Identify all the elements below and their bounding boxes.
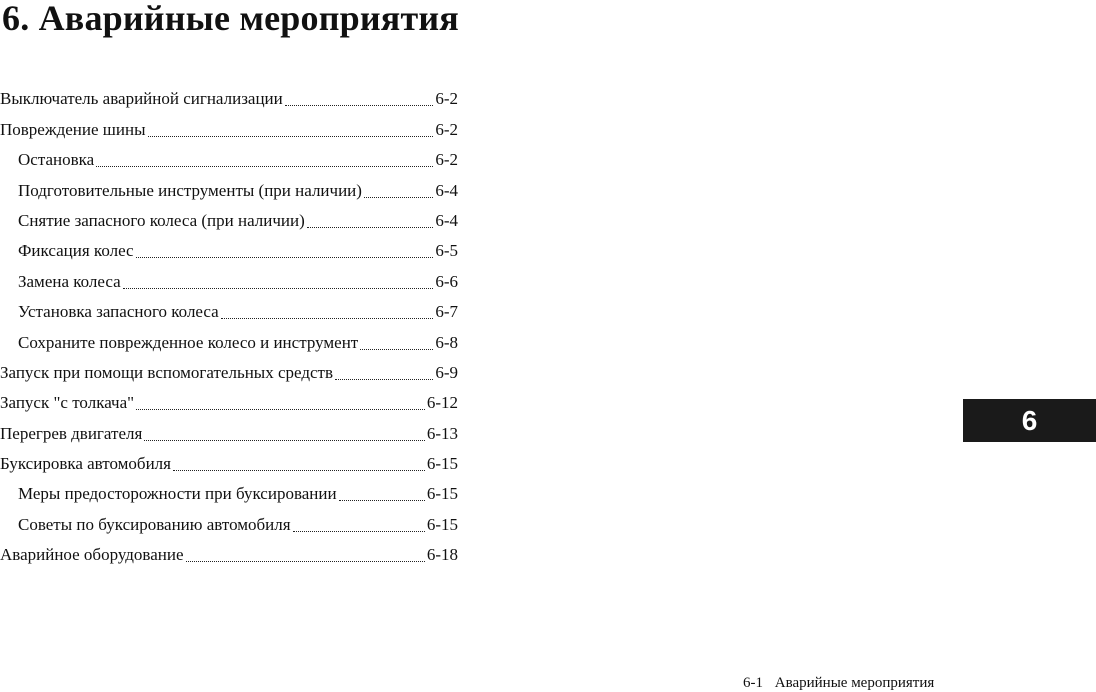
- toc-entry-title: Перегрев двигателя: [0, 423, 143, 443]
- toc-entry-title: Запуск при помощи вспомогательных средств: [0, 362, 333, 382]
- footer-section-title: Аварийные мероприятия: [774, 675, 935, 691]
- dot-leader: [123, 288, 434, 289]
- toc-entry[interactable]: [0, 79, 458, 109]
- toc-entry-title: Буксировка автомобиля: [0, 454, 171, 474]
- toc-entry-page: 6-4: [435, 180, 458, 200]
- dot-leader: [136, 409, 425, 410]
- chapter-tab-number: 6: [1021, 404, 1038, 436]
- dot-leader: [339, 500, 425, 501]
- toc-entry-page: 6-7: [435, 302, 458, 322]
- dot-leader: [221, 318, 434, 319]
- toc-entry-title: Запуск "с толкача": [0, 393, 135, 413]
- toc-entry-title: Установка запасного колеса: [18, 302, 219, 322]
- dot-leader: [335, 379, 433, 380]
- toc-entry-title: Сохраните поврежденное колесо и инструмент: [18, 332, 359, 352]
- table-of-contents: [0, 79, 458, 565]
- toc-subentry[interactable]: [0, 322, 458, 352]
- toc-entry[interactable]: [0, 353, 458, 383]
- toc-entry-title: Подготовительные инструменты (при наличии): [18, 180, 362, 200]
- chapter-tab: [963, 399, 1096, 442]
- footer-page-number: 6-1: [743, 675, 763, 691]
- dot-leader: [96, 166, 433, 167]
- toc-entry-page: 6-2: [435, 89, 458, 109]
- toc-entry[interactable]: [0, 444, 458, 474]
- dot-leader: [148, 136, 434, 137]
- dot-leader: [186, 561, 425, 562]
- toc-entry[interactable]: [0, 413, 458, 443]
- toc-entry-page: 6-15: [426, 454, 458, 474]
- chapter-title: 6. Аварийные мероприятия: [2, 0, 459, 38]
- toc-entry-page: 6-9: [435, 362, 458, 382]
- dot-leader: [364, 197, 433, 198]
- toc-entry-title: Меры предосторожности при буксировании: [18, 484, 337, 504]
- toc-entry-title: Снятие запасного колеса (при наличии): [18, 210, 305, 230]
- dot-leader: [360, 349, 433, 350]
- toc-subentry[interactable]: [0, 474, 458, 504]
- toc-entry-page: 6-12: [426, 393, 458, 413]
- dot-leader: [136, 257, 434, 258]
- toc-entry-title: Аварийное оборудование: [0, 545, 184, 565]
- toc-entry-title: Повреждение шины: [0, 119, 146, 139]
- toc-entry-page: 6-2: [435, 150, 458, 170]
- toc-entry-page: 6-4: [435, 210, 458, 230]
- toc-entry-page: 6-13: [426, 423, 458, 443]
- toc-entry-page: 6-2: [435, 119, 458, 139]
- dot-leader: [307, 227, 434, 228]
- toc-entry-page: 6-15: [426, 484, 458, 504]
- toc-subentry[interactable]: [0, 140, 458, 170]
- toc-entry-page: 6-15: [426, 514, 458, 534]
- dot-leader: [173, 470, 425, 471]
- toc-entry[interactable]: [0, 383, 458, 413]
- toc-subentry[interactable]: [0, 231, 458, 261]
- toc-subentry[interactable]: [0, 504, 458, 534]
- toc-subentry[interactable]: [0, 261, 458, 291]
- toc-entry-title: Выключатель аварийной сигнализации: [0, 89, 283, 109]
- toc-entry-page: 6-8: [435, 332, 458, 352]
- toc-entry-title: Замена колеса: [18, 271, 121, 291]
- toc-entry[interactable]: [0, 109, 458, 139]
- dot-leader: [144, 440, 425, 441]
- toc-entry-title: Фиксация колес: [18, 241, 134, 261]
- dot-leader: [293, 531, 425, 532]
- toc-entry-title: Остановка: [18, 150, 95, 170]
- toc-subentry[interactable]: [0, 292, 458, 322]
- toc-subentry[interactable]: [0, 201, 458, 231]
- toc-subentry[interactable]: [0, 170, 458, 200]
- dot-leader: [285, 105, 434, 106]
- toc-entry[interactable]: [0, 535, 458, 565]
- toc-entry-page: 6-6: [435, 271, 458, 291]
- page-footer: [743, 674, 934, 692]
- toc-entry-page: 6-5: [435, 241, 458, 261]
- toc-entry-title: Советы по буксированию автомобиля: [18, 514, 291, 534]
- toc-entry-page: 6-18: [426, 545, 458, 565]
